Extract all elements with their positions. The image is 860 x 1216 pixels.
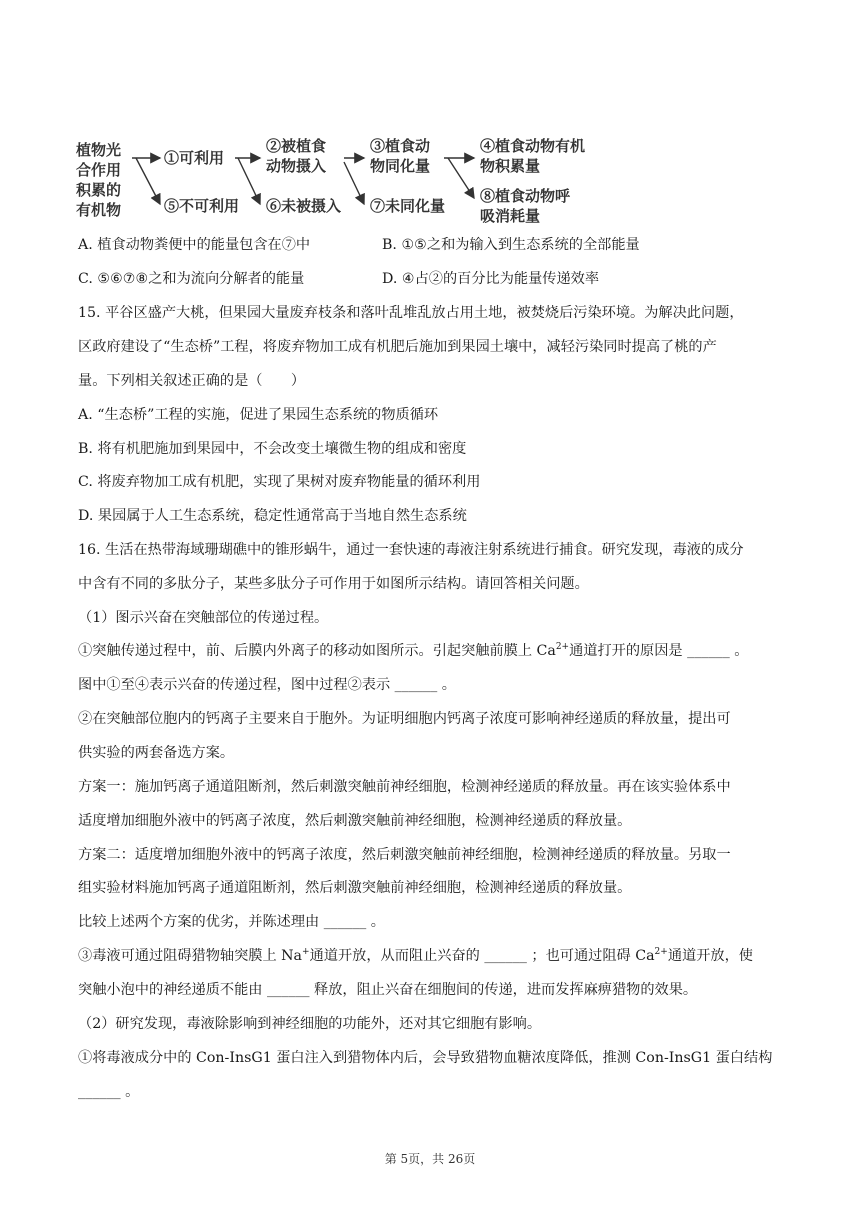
node-8-respiration: ⑧植食动物呼 吸消耗量	[480, 187, 571, 225]
q15-option-a: A. “生态桥”工程的实施，促进了果园生态系统的物质循环	[78, 407, 439, 423]
q16-part2-heading: （2）研究发现，毒液除影响到神经细胞的功能外，还对其它细胞有影响。	[78, 1016, 542, 1032]
q15-option-d: D. 果园属于人工生态系统，稳定性通常高于当地自然生态系统	[78, 508, 467, 524]
q16-compare-line: 比较上述两个方案的优劣，并陈述理由 ______ 。	[78, 914, 385, 930]
q16-part1-heading: （1）图示兴奋在突触部位的传递过程。	[78, 610, 329, 626]
q15-stem-line3: 量。下列相关叙述正确的是（ ）	[78, 373, 306, 389]
q16-part2-q1-line1: ①将毒液成分中的 Con-InsG1 蛋白注入到猎物体内后，会导致猎物血糖浓度降低，推测 Con-InsG1 蛋白结构	[78, 1050, 773, 1066]
q16-part1-q3-line1: ③毒液可通过阻碍猎物轴突膜上 Na+通道开放，从而阻止兴奋的 ______ ；也可通过阻碍 $Ca^{2+}$通道开放，使	[78, 947, 753, 964]
q16-stem-line1: 16. 生活在热带海域珊瑚礁中的锥形蜗牛，通过一套快速的毒液注射系统进行捕食。研究发现，毒液的成分	[78, 542, 744, 558]
arrow-3-to-8	[448, 158, 474, 198]
q16-stem-line2: 中含有不同的多肽分子，某些多肽分子可作用于如图所示结构。请回答相关问题。	[78, 576, 589, 592]
q16-plan1-line1: 方案一：施加钙离子通道阻断剂，然后刺激突触前神经细胞，检测神经递质的释放量。再在该实验体系中	[78, 779, 731, 795]
node-7-not-assimilated: ⑦未同化量	[370, 197, 446, 215]
node-1-usable: ①可利用	[164, 149, 225, 167]
arrow-2-to-7	[344, 162, 364, 204]
q16-plan2-line1: 方案二：适度增加细胞外液中的钙离子浓度，然后刺激突触前神经细胞，检测神经递质的释放量。另取一	[78, 847, 731, 863]
q15-stem-line2: 区政府建设了“生态桥”工程，将废弃物加工成有机肥后施加到果园土壤中，减轻污染同时提高了桃的产	[78, 339, 717, 355]
q16-part1-q3-line2: 突触小泡中的神经递质不能由 ______ 释放，阻止兴奋在细胞间的传递，进而发挥麻痹猎物的效果。	[78, 982, 698, 998]
q16-part1-q1-line2: 图中①至④表示兴奋的传递过程，图中过程②表示 ______ 。	[78, 677, 456, 693]
q15-option-b: B. 将有机肥施加到果园中，不会改变土壤微生物的组成和密度	[78, 441, 467, 457]
q16-part1-q1-line1: ①突触传递过程中，前、后膜内外离子的移动如图所示。引起突触前膜上 $Ca^{2+}$通道打开的原因是 ______ 。	[78, 642, 749, 659]
q15-option-c: C. 将废弃物加工成有机肥，实现了果树对废弃物能量的循环利用	[78, 474, 481, 490]
q16-part1-q2-line1: ②在突触部位胞内的钙离子主要来自于胞外。为证明细胞内钙离子浓度可影响神经递质的释放量，提出可	[78, 711, 731, 727]
node-3-assimilated: ③植食动 物同化量	[370, 137, 431, 175]
arrow-1-to-6	[238, 158, 260, 204]
q14-option-b: B. ①⑤之和为输入到生态系统的全部能量	[382, 237, 640, 253]
node-6-not-ingested: ⑥未被摄入	[266, 197, 342, 215]
node-source: 植物光 合作用 积累的 有机物	[76, 141, 122, 219]
q16-plan1-line2: 适度增加细胞外液中的钙离子浓度，然后刺激突触前神经细胞，检测神经递质的释放量。	[78, 813, 632, 829]
q16-part1-q2-line2: 供实验的两套备选方案。	[78, 745, 235, 761]
q14-option-a: A. 植食动物粪便中的能量包含在⑦中	[78, 237, 311, 253]
node-2-ingested: ②被植食 动物摄入	[266, 137, 327, 175]
page-footer: 第 5页，共 26页	[384, 1152, 476, 1166]
energy-flow-diagram	[60, 128, 620, 228]
q16-plan2-line2: 组实验材料施加钙离子通道阻断剂，然后刺激突触前神经细胞，检测神经递质的释放量。	[78, 880, 632, 896]
q15-stem-line1: 15. 平谷区盛产大桃，但果园大量废弃枝条和落叶乱堆乱放占用土地，被焚烧后污染环境。为解决此问题，	[78, 305, 744, 321]
q16-part2-q1-line2: ______ 。	[78, 1084, 140, 1100]
q14-option-c: C. ⑤⑥⑦⑧之和为流向分解者的能量	[78, 271, 305, 287]
node-5-unusable: ⑤不可利用	[164, 197, 240, 215]
node-4-accumulated: ④植食动物有机 物积累量	[480, 137, 586, 175]
q14-option-d: D. ④占②的百分比为能量传递效率	[382, 271, 600, 287]
arrow-source-to-5	[136, 158, 160, 204]
